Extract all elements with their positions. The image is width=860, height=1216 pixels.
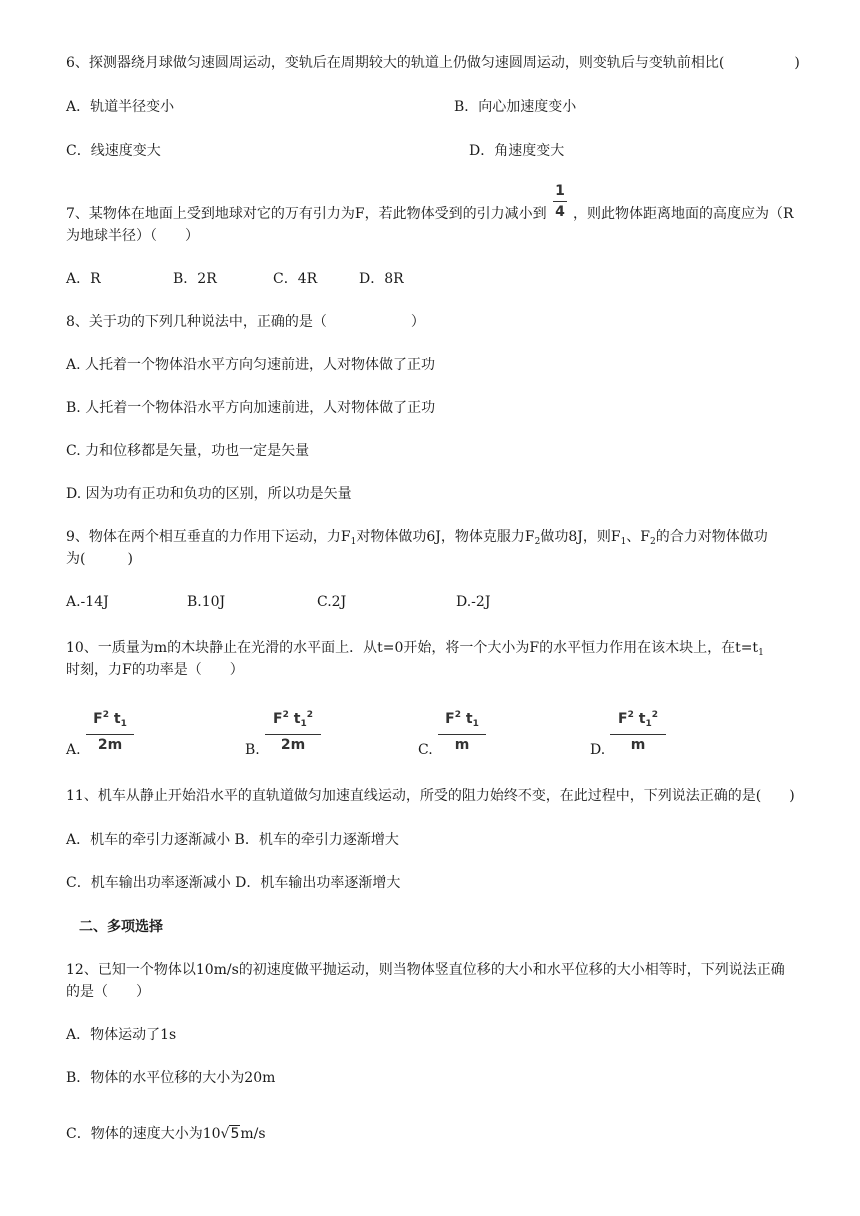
q8-option-d: D. 因为功有正功和负功的区别，所以功是矢量 <box>66 486 352 502</box>
q10-stem-b: 时刻，力F的功率是（ ） <box>66 662 244 678</box>
q10-option-d-label: D. <box>590 742 606 758</box>
q12-option-b: B．物体的水平位移的大小为20m <box>66 1070 276 1086</box>
q12-radicand: 5 <box>230 1126 240 1142</box>
q9-sub-2: 2 <box>534 537 541 547</box>
section-heading-multiple-choice: 二、多项选择 <box>79 919 163 935</box>
q11-options-cd: C．机车输出功率逐渐减小 D．机车输出功率逐渐增大 <box>66 875 401 891</box>
q7-stem-c: 为地球半径）（ ） <box>66 228 199 244</box>
q12-option-c-text: C．物体的速度大小为10 <box>66 1126 221 1142</box>
q11-stem: 11、机车从静止开始沿水平的直轨道做匀加速直线运动，所受的阻力始终不变，在此过程中，下列说法正确的是( ) <box>66 788 795 804</box>
q10-d-sup: 2 <box>627 710 634 720</box>
q10-b-t: t <box>293 711 301 727</box>
q9-stem-a: 9、物体在两个相互垂直的力作用下运动，力F <box>66 529 351 545</box>
q10-option-b-label: B. <box>245 742 260 758</box>
q10-d-t: t <box>638 711 646 727</box>
q11-options-ab: A．机车的牵引力逐渐减小 B．机车的牵引力逐渐增大 <box>66 832 399 848</box>
q10-option-a-label: A. <box>66 742 81 758</box>
q6-stem: 6、探测器绕月球做匀速圆周运动，变轨后在周期较大的轨道上仍做匀速圆周运动，则变轨后与变轨前相比( ) <box>66 55 800 71</box>
q8-option-c: C. 力和位移都是矢量，功也一定是矢量 <box>66 443 310 459</box>
q8-stem: 8、关于功的下列几种说法中，正确的是（ ） <box>66 314 425 330</box>
q10-option-b-formula <box>265 706 321 754</box>
q10-d-sub: 1 <box>645 719 652 729</box>
q10-a-den: 2m <box>97 737 123 753</box>
q10-b-sub: 1 <box>300 719 307 729</box>
q7-fraction-one-quarter <box>553 182 567 221</box>
q12-option-c-unit: m/s <box>240 1126 266 1142</box>
q10-stem-a-text: 10、一质量为m的木块静止在光滑的水平面上．从t=0开始，将一个大小为F的水平恒力作用在该木块上，在t=t <box>66 640 759 656</box>
q7-option-d: D．8R <box>359 271 404 287</box>
q9-stem-e: 的合力对物体做功 <box>655 529 768 545</box>
q6-option-a: A．轨道半径变小 <box>66 99 175 115</box>
q6-option-d: D．角速度变大 <box>469 143 565 159</box>
q10-a-sup: 2 <box>102 710 109 720</box>
q10-b-f: F <box>273 711 283 727</box>
q10-d-f: F <box>618 711 628 727</box>
q9-stem <box>66 527 768 552</box>
q10-d-den: m <box>630 737 646 753</box>
q7-fraction-denominator: 4 <box>555 204 565 220</box>
q10-b-den: 2m <box>280 737 306 753</box>
q10-sub-1: 1 <box>758 648 764 658</box>
q9-sub-1: 1 <box>350 537 357 547</box>
q10-option-c-label: C. <box>418 742 433 758</box>
q10-c-den: m <box>454 737 470 753</box>
q10-a-sub: 1 <box>120 719 127 729</box>
q10-a-f: F <box>93 711 103 727</box>
q9-option-a: A.-14J <box>66 594 109 610</box>
q10-b-sup2: 2 <box>306 710 313 720</box>
q7-option-a: A．R <box>66 271 101 287</box>
q7-option-c: C．4R <box>273 271 318 287</box>
q9-stem-d: 、F <box>626 529 651 545</box>
q10-c-t: t <box>465 711 473 727</box>
q10-b-sup: 2 <box>282 710 289 720</box>
q6-option-b: B．向心加速度变小 <box>454 99 577 115</box>
q9-stem-c: 做功8J，则F <box>540 529 621 545</box>
q10-option-a-formula <box>86 706 134 754</box>
q12-stem-b: 的是（ ） <box>66 984 150 1000</box>
q7-fraction-numerator: 1 <box>555 183 565 199</box>
q10-a-t: t <box>113 711 121 727</box>
q10-c-f: F <box>445 711 455 727</box>
q6-option-c: C．线速度变大 <box>66 143 161 159</box>
q9-stem-f: 为( ) <box>66 551 133 567</box>
q8-option-a: A. 人托着一个物体沿水平方向匀速前进，人对物体做了正功 <box>66 357 436 373</box>
q10-d-sup2: 2 <box>651 710 658 720</box>
q8-option-b: B. 人托着一个物体沿水平方向加速前进，人对物体做了正功 <box>66 400 436 416</box>
q9-option-b: B.10J <box>187 594 226 610</box>
q12-option-a: A．物体运动了1s <box>66 1027 177 1043</box>
q9-option-d: D.-2J <box>456 594 491 610</box>
q12-stem-a: 12、已知一个物体以10m/s的初速度做平抛运动，则当物体竖直位移的大小和水平位移的大小相等时，下列说法正确 <box>66 962 785 978</box>
q9-stem-b: 对物体做功6J，物体克服力F <box>356 529 535 545</box>
q9-sub-4: 2 <box>650 537 656 547</box>
q10-c-sub: 1 <box>472 719 479 729</box>
q7-option-b: B．2R <box>173 271 217 287</box>
q7-stem-a: 7、某物体在地面上受到地球对它的万有引力为F，若此物体受到的引力减小到 <box>66 206 547 222</box>
q9-sub-3: 1 <box>620 537 627 547</box>
sqrt-symbol: √5 <box>220 1126 240 1142</box>
q10-option-c-formula <box>438 706 486 754</box>
q7-stem-b: ，则此物体距离地面的高度应为（R <box>573 206 794 222</box>
q10-option-d-formula <box>610 706 666 754</box>
q12-option-c <box>66 1124 266 1144</box>
q9-option-c: C.2J <box>317 594 347 610</box>
q10-c-sup: 2 <box>454 710 461 720</box>
